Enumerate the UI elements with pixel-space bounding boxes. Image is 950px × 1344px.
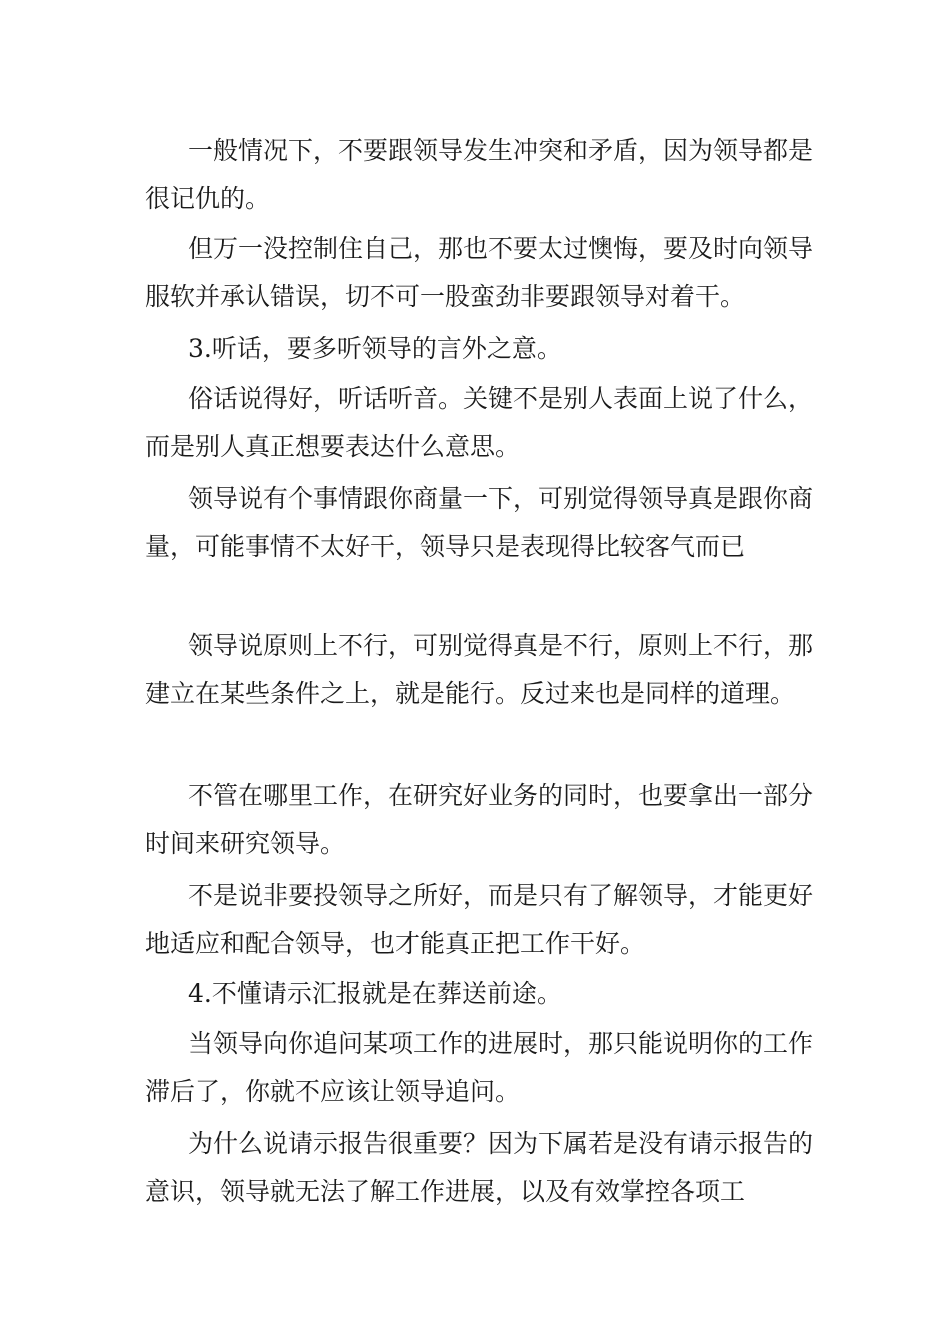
paragraph-understand-leader: 不是说非要投领导之所好，而是只有了解领导，才能更好地适应和配合领导，也才能真正把工作干好。: [145, 881, 814, 958]
paragraph-study-leader: 不管在哪里工作，在研究好业务的同时，也要拿出一部分时间来研究领导。: [145, 781, 814, 858]
section-heading-3: 3.听话，要多听领导的言外之意。: [188, 334, 562, 363]
paragraph-principle: 领导说原则上不行，可别觉得真是不行，原则上不行，那建立在某些条件之上，就是能行。反过来也是同样的道理。: [145, 631, 814, 708]
paragraph-listen: 俗话说得好，听话听音。关键不是别人表面上说了什么，而是别人真正想要表达什么意思。: [145, 384, 814, 461]
paragraph-report: 为什么说请示报告很重要？因为下属若是没有请示报告的意识，领导就无法了解工作进展，以及有效掌控各项工: [145, 1129, 814, 1206]
section-heading-4: 4.不懂请示汇报就是在葬送前途。: [188, 979, 562, 1008]
paragraph-progress: 当领导向你追问某项工作的进展时，那只能说明你的工作滞后了，你就不应该让领导追问。: [145, 1029, 814, 1106]
paragraph-conflict: 一般情况下，不要跟领导发生冲突和矛盾，因为领导都是很记仇的。: [145, 136, 814, 213]
paragraph-discuss: 领导说有个事情跟你商量一下，可别觉得领导真是跟你商量，可能事情不太好干，领导只是表现得比较客气而已: [145, 484, 814, 561]
paragraph-apologize: 但万一没控制住自己，那也不要太过懊悔，要及时向领导服软并承认错误，切不可一股蛮劲非要跟领导对着干。: [145, 234, 814, 311]
